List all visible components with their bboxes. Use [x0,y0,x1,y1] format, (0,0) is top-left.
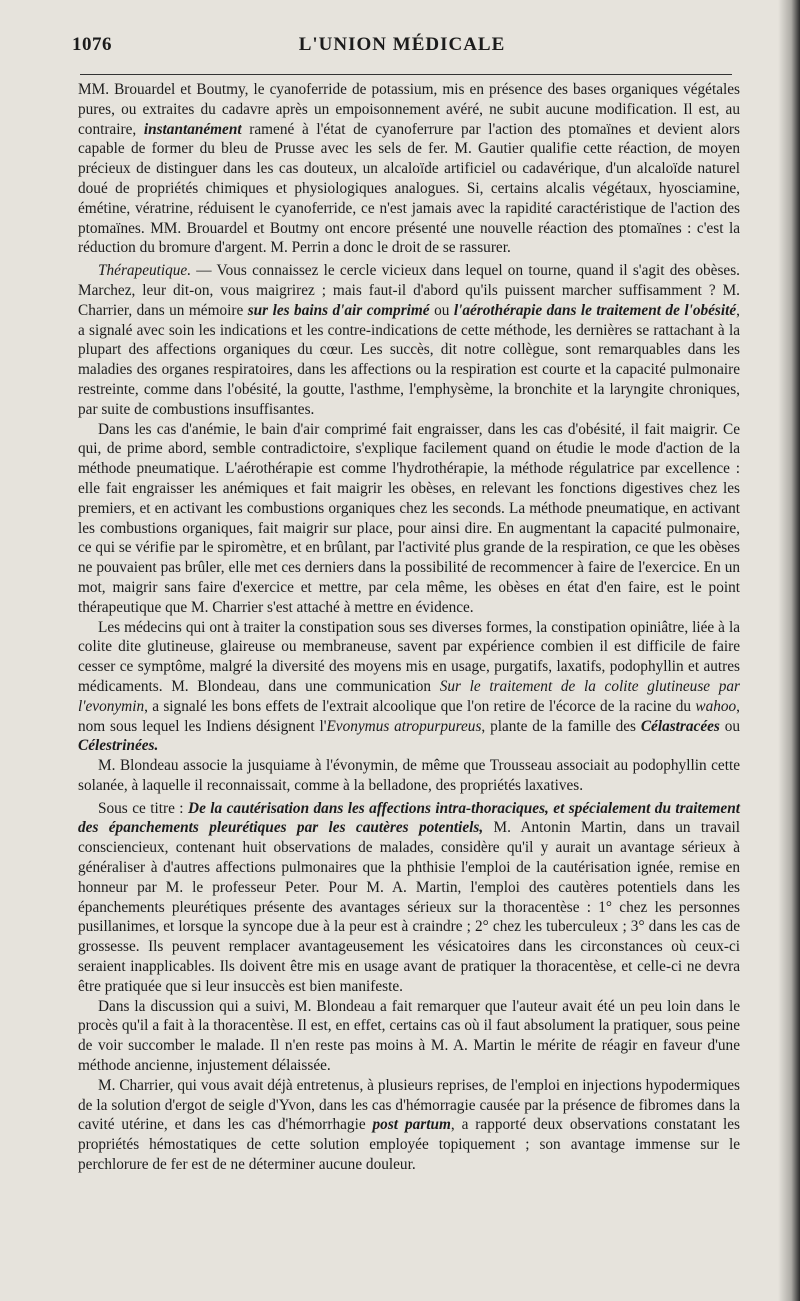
header-rule [80,74,732,75]
section-heading-therapeutique: Thérapeutique. [98,262,192,280]
paragraph-cauterisation: Sous ce titre : De la cautérisation dans les affections intra-thoraciques, et spécialement du traitement des épanchements pleurétiques par les cautères potentiels, M. Antonin Martin, dans un travail consciencieux, contenant huit observations de malades, considère qu'il y aurait un avantage sérieux à généraliser à d'autres affections pulmonaires que la phthisie l'emploi de la cautérisation ignée, remise en honneur par M. le professeur Peter. Pour M. A. Martin, l'emploi des cautères potentiels dans les épanchements pleurétiques présente des avantages sérieux sur la thoracentèse : 1° chez les personnes pusillanimes, et lorsque la syncope due à la peur est à craindre ; 2° chez les tuberculeux ; 3° dans les cas de grossesse. Ils peuvent remplacer avantageusement les vésicatoires dans les circonstances où ceux-ci seraient inapplicables. Ils doivent être mis en usage avant de pratiquer la thoracentèse, et celle-ci ne devra être pratiquée que si leur insuccès est bien manifeste. [78,799,740,995]
running-title: L'UNION MÉDICALE [298,34,506,55]
article-body [78,80,740,1175]
paragraph-discussion: Dans la discussion qui a suivi, M. Blondeau a fait remarquer que l'auteur avait été un peu loin dans le procès qu'il a fait à la thoracentèse. Il est, en effet, certains cas où il faut absolument la pratiquer, sous peine de voir succomber le malade. Il n'en reste pas moins à M. A. Martin le mérite de réagir en faveur d'une méthode ancienne, injustement délaissée. [78,997,740,1075]
page-header [72,34,732,64]
paragraph-ptomaines: MM. Brouardel et Boutmy, le cyanoferride de potassium, mis en présence des bases organiques végétales pures, ou extraites du cadavre après un empoisonnement avéré, ne subit aucune modification. Il est, au contraire, instantanément ramené à l'état de cyanoferrure par l'action des ptomaïnes et devient alors capable de former du bleu de Prusse avec les sels de fer. M. Gautier qualifie cette réaction, de moyen précieux de distinguer dans les cas douteux, un alcaloïde artificiel ou cadavérique, d'un alcaloïde naturel doué de propriétés chimiques et physiologiques analogues. Si, certains alcalis végétaux, hyosciamine, émétine, vératrine, réduisent le cyanoferride, ce n'est jamais avec la rapidité caractéristique de l'action des ptomaïnes. MM. Brouardel et Boutmy ont encore présenté une nouvelle réaction des ptomaïnes : c'est la réduction du bromure d'argent. M. Perrin a donc le droit de se rassurer. [78,81,740,257]
paragraph-ergot: M. Charrier, qui vous avait déjà entretenus, à plusieurs reprises, de l'emploi en injections hypodermiques de la solution d'ergot de seigle d'Yvon, dans les cas d'hémorragie causée par la présence de fibromes dans la cavité utérine, et dans les cas d'hémorrhagie post partum, a rapporté deux observations constatant les propriétés hémostatiques de cette solution employée topiquement ; son avantage immense sur le perchlorure de fer est de ne déterminer aucune douleur. [78,1076,740,1174]
paragraph-therapeutique: Thérapeutique. — Vous connaissez le cercle vicieux dans lequel on tourne, quand il s'agit des obèses. Marchez, leur dit-on, vous maigrirez ; mais faut-il d'abord qu'ils puissent marcher suffisamment ? M. Charrier, dans un mémoire sur les bains d'air comprimé ou l'aérothérapie dans le traitement de l'obésité, a signalé avec soin les indications et les contre-indications de cette méthode, les dernières se rattachant à la plupart des affections organiques du cœur. Les succès, dit notre collègue, sont remarquables dans les maladies des organes respiratoires, dans les affections ou la respiration est courte et la capacité pulmonaire restreinte, comme dans l'obésité, la goutte, l'asthme, l'emphysème, la bronchite et la laryngite chroniques, par suite de combustions insuffisantes. [78,262,740,418]
paragraph-constipation: Les médecins qui ont à traiter la constipation sous ses diverses formes, la constipation opiniâtre, liée à la colite dite glutineuse, glaireuse ou membraneuse, savent par expérience combien il est difficile de faire cesser ce symptôme, malgré la diversité des moyens mis en usage, purgatifs, laxatifs, podophyllin et autres médicaments. M. Blondeau, dans une communication Sur le traitement de la colite glutineuse par l'evonymin, a signalé les bons effets de l'extrait alcoolique que l'on retire de l'écorce de la racine du wahoo, nom sous lequel les Indiens désignent l'Evonymus atropurpureus, plante de la famille des Célastracées ou Célestrinées. [78,618,741,755]
page-number: 1076 [72,34,112,55]
paragraph-anemie: Dans les cas d'anémie, le bain d'air comprimé fait engraisser, dans les cas d'obésité, il fait maigrir. Ce qui, de prime abord, semble contradictoire, s'explique facilement quand on étudie le mode d'action de la méthode pneumatique. L'aérothérapie est comme l'hydrothérapie, la méthode régulatrice par excellence : elle fait engraisser les anémiques et fait maigrir les obèses, en relevant les fonctions digestives chez les premiers, et en activant les combustions organiques chez les seconds. La méthode pneumatique, en activant les combustions organiques, fait maigrir sur place, pour ainsi dire. En augmentant la capacité pulmonaire, ce qui se vérifie par le spiromètre, et en brûlant, par l'activité plus grande de la respiration, ce que les obèses ne pouvaient pas brûler, elle met ces derniers dans la possibilité de recommencer à faire de l'exercice. En un mot, maigrir sans faire d'exercice et mettre, par cela même, les obèses en état d'en faire, est le point thérapeutique que M. Charrier s'est attaché à mettre en évidence. [78,420,740,616]
paragraph-jusquiame: M. Blondeau associe la jusquiame à l'évonymin, de même que Trousseau associait au podophyllin cette solanée, à laquelle il reconnaissait, comme à la belladone, des propriétés laxatives. [78,757,740,794]
page-edge-shadow [778,0,800,1301]
